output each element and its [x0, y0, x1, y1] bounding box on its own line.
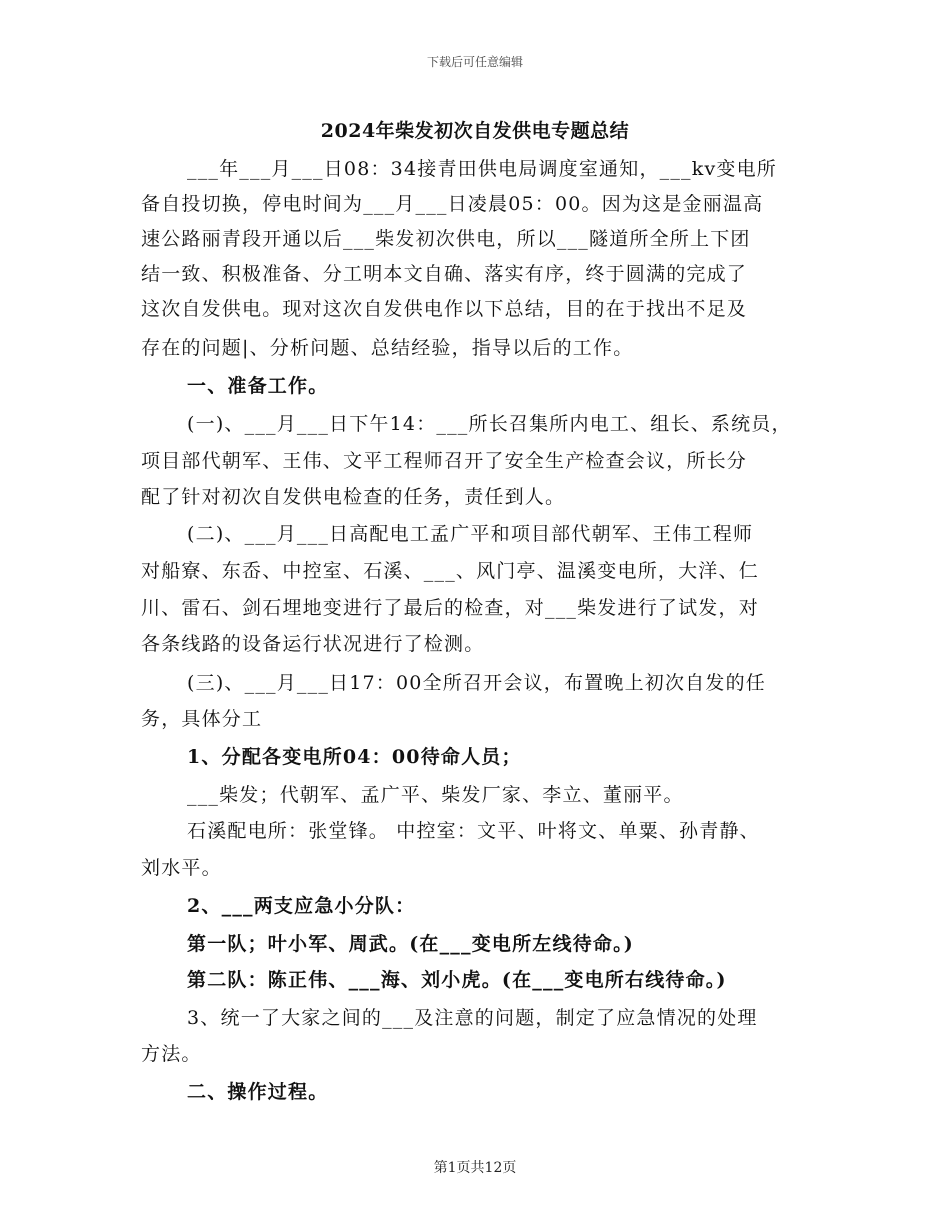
page-footer: 第1页共12页 [433, 1160, 517, 1176]
paragraph-line: 石溪配电所：张堂锋。 中控室：文平、叶将文、单粟、孙青静、 [187, 820, 760, 842]
paragraph-line: (二)、___月___日高配电工孟广平和项目部代朝军、王伟工程师 [187, 523, 754, 545]
paragraph-line: 这次自发供电。现对这次自发供电作以下总结，目的在于找出不足及 [141, 298, 748, 320]
document-title: 2024年柴发初次自发供电专题总结 [320, 120, 630, 142]
section-heading: 一、准备工作。 [187, 375, 329, 397]
paragraph-line: 3、统一了大家之间的___及注意的问题，制定了应急情况的处理 [187, 1007, 758, 1029]
subheading: 1、分配各变电所04：00待命人员； [187, 746, 522, 768]
paragraph-line: (三)、___月___日17：00全所召开会议，布置晚上初次自发的任 [187, 672, 766, 694]
paragraph-line: 项目部代朝军、王伟、文平工程师召开了安全生产检查会议，所长分 [141, 450, 748, 472]
subheading: 2、___两支应急小分队： [187, 895, 416, 917]
paragraph-line: 对船寮、东岙、中控室、石溪、___、风门亭、温溪变电所，大洋、仁 [141, 560, 759, 582]
section-heading: 二、操作过程。 [187, 1081, 329, 1103]
paragraph-line: ___柴发；代朝军、孟广平、柴发厂家、李立、董丽平。 [187, 784, 684, 806]
paragraph-line: 川、雷石、剑石埋地变进行了最后的检查，对___柴发进行了试发，对 [141, 597, 759, 619]
paragraph-line: 务，具体分工 [141, 708, 263, 730]
paragraph-line: 结一致、积极准备、分工明本文自确、落实有序，终于圆满的完成了 [141, 263, 748, 285]
paragraph-line: 刘水平。 [141, 857, 222, 879]
paragraph-line: 备自投切换，停电时间为___月___日凌晨05：00。因为这是金丽温高 [141, 193, 764, 215]
team-line: 第一队；叶小军、周武。(在___变电所左线待命。) [187, 933, 634, 955]
paragraph-line: 存在的问题|、分析问题、总结经验，指导以后的工作。 [141, 337, 634, 359]
paragraph-line: 方法。 [141, 1043, 202, 1065]
team-line: 第二队：陈正伟、___海、刘小虎。(在___变电所右线待命。) [187, 969, 727, 991]
paragraph-line: 各条线路的设备运行状况进行了检测。 [141, 633, 485, 655]
paragraph-line: ___年___月___日08：34接青田供电局调度室通知，___kv变电所 [187, 158, 778, 180]
paragraph-line: 配了针对初次自发供电检查的任务，责任到人。 [141, 486, 566, 508]
paragraph-line: (一)、___月___日下午14：___所长召集所内电工、组长、系统员， [187, 413, 792, 435]
header-note: 下载后可任意编辑 [426, 55, 523, 69]
paragraph-line: 速公路丽青段开通以后___柴发初次供电，所以___隧道所全所上下团 [141, 228, 751, 250]
